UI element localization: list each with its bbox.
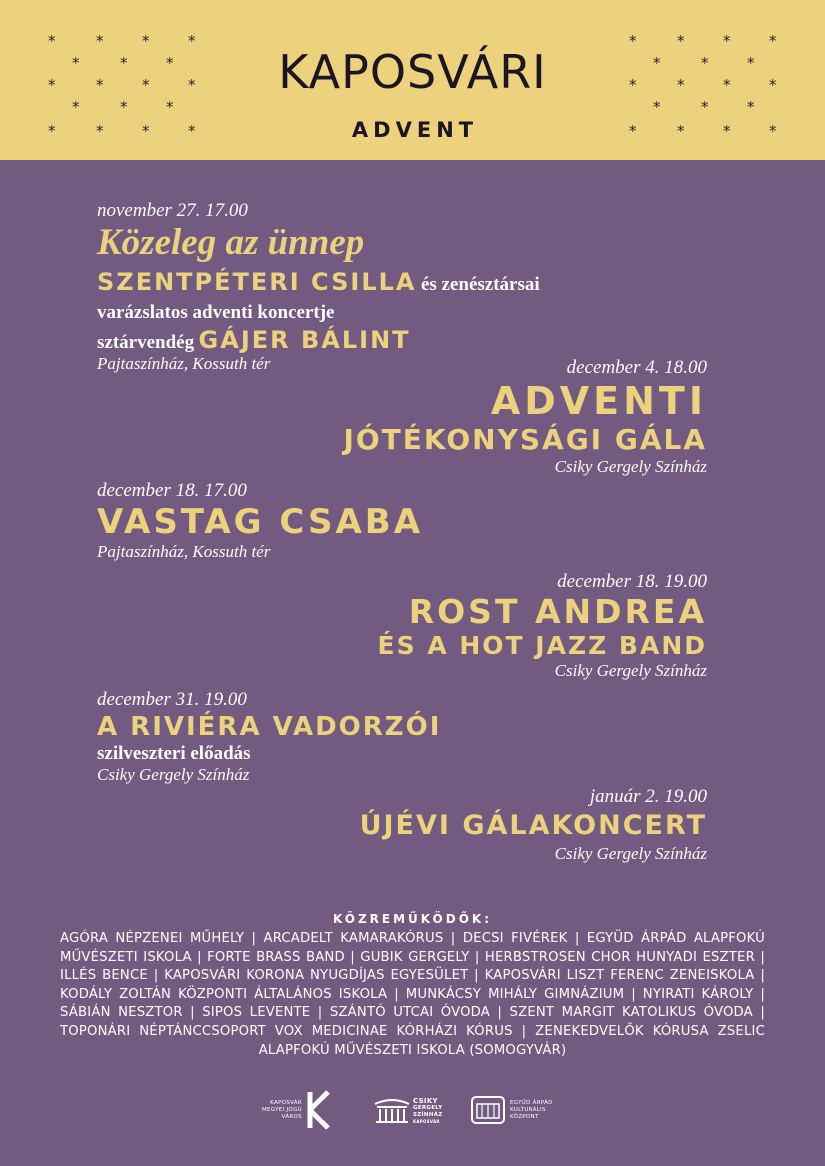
event-guest-line [97, 326, 540, 354]
event-venue: Pajtaszínház, Kossuth tér [97, 542, 271, 561]
culture-logo-line: EGYÜD ÁRPÁD [510, 1099, 553, 1106]
culture-logo-line: KULTURÁLIS [510, 1106, 546, 1113]
theatre-logo-line: SZÍNHÁZ [413, 1111, 443, 1118]
star-icon: * [48, 122, 56, 140]
star-icon: * [747, 98, 755, 116]
event-venue: Pajtaszínház, Kossuth tér [97, 354, 271, 373]
event-performer-suffix: és zenésztársai [420, 274, 540, 295]
event-performer: SZENTPÉTERI CSILLA [97, 268, 417, 296]
event-performer-line [97, 268, 540, 296]
event-adventi-gala [300, 357, 707, 477]
star-icon: * [723, 76, 731, 94]
star-icon: * [166, 98, 174, 116]
event-title: ADVENTI [490, 379, 707, 423]
event-vastag-csaba [97, 480, 423, 562]
star-icon: * [72, 98, 80, 116]
event-title: ROST ANDREA [408, 592, 707, 631]
star-icon: * [142, 32, 150, 50]
theatre-logo-line: GERGELY [413, 1104, 443, 1111]
event-kozeleg-az-unnep [97, 200, 540, 374]
contributors-heading: KÖZREMŰKÖDŐK: [332, 912, 492, 926]
contributors-list: AGÓRA NÉPZENEI MŰHELY | ARCADELT KAMARAKÓRUS | DECSI FIVÉREK | EGYÜD ÁRPÁD ALAPFOKÚ MŰVÉSZETI ISKOLA | FORTE BRASS BAND | GUBIK GERGELY | HERBSTROSEN CHOR HUNYADI ESZTER | ILLÉS BENCE | KAPOSVÁRI KORONA NYUGDÍJAS EGYESÜLET | KAPOSVÁRI LISZT FERENC ZENEISKOLA | KODÁLY ZOLTÁN KÖZPONTI ÁLTALÁNOS ISKOLA | MUNKÁCSY MIHÁLY GIMNÁZIUM | NYIRATI KÁROLY | SÁBIÁN NESZTOR | SIPOS LEVENTE | SZÁNTÓ UTCAI ÓVODA | SZENT MARGIT KATOLIKUS ÓVODA | TOPONÁRI NÉPTÁNCCSOPORT VOX MEDICINAE KÓRHÁZI KÓRUS | ZENEKEDVELŐK KÓRUSA ZSELIC ALAPFOKÚ MŰVÉSZETI ISKOLA (SOMOGYVÁR) [60, 931, 765, 1058]
star-icon: * [769, 32, 777, 50]
header-band [0, 0, 825, 160]
event-date: december 31. 19.00 [97, 689, 247, 710]
culture-logo-text [510, 1100, 553, 1121]
event-title-line2: ÉS A HOT JAZZ BAND [377, 631, 707, 660]
star-icon: * [188, 122, 196, 140]
star-icon: * [142, 122, 150, 140]
brand-title: KAPOSVÁRI [278, 45, 547, 99]
star-icon: * [120, 54, 128, 72]
egyud-building-icon [471, 1096, 505, 1124]
egyud-culture-logo [471, 1088, 553, 1132]
city-logo-line: VÁROS [281, 1113, 302, 1120]
star-icon: * [96, 76, 104, 94]
event-riviera-vadorzoi [97, 689, 441, 785]
star-icon: * [769, 122, 777, 140]
event-date: december 4. 18.00 [566, 357, 707, 378]
star-icon: * [48, 32, 56, 50]
event-description: szilveszteri előadás [97, 743, 251, 764]
city-logo-text [262, 1100, 302, 1121]
event-guest-prefix: sztárvendég [97, 332, 195, 353]
event-rost-andrea [300, 571, 707, 681]
event-venue: Csiky Gergely Színház [554, 844, 707, 863]
event-date: november 27. 17.00 [97, 200, 248, 221]
event-title-line2: JÓTÉKONYSÁGI GÁLA [343, 423, 707, 456]
star-icon: * [723, 32, 731, 50]
star-icon: * [677, 32, 685, 50]
event-ujevi-galakoncert [300, 786, 707, 864]
star-icon: * [723, 122, 731, 140]
star-icon: * [701, 98, 709, 116]
brand-subtitle: ADVENT [351, 118, 479, 142]
city-logo-line: KAPOSVÁR [270, 1099, 302, 1106]
star-icon: * [629, 122, 637, 140]
star-icon: * [96, 122, 104, 140]
event-guest: GÁJER BÁLINT [198, 326, 411, 354]
star-icon: * [769, 76, 777, 94]
theatre-logo-line: KAPOSVÁR [413, 1118, 440, 1124]
event-date: december 18. 17.00 [97, 480, 247, 501]
star-icon: * [48, 76, 56, 94]
event-title: A RIVIÉRA VADORZÓI [97, 712, 442, 742]
star-icon: * [142, 76, 150, 94]
event-venue: Csiky Gergely Színház [554, 457, 707, 476]
event-date: december 18. 19.00 [557, 571, 707, 592]
event-date: január 2. 19.00 [589, 786, 707, 807]
sponsor-logos [0, 1088, 825, 1132]
event-title: ÚJÉVI GÁLAKONCERT [359, 810, 707, 841]
kaposvar-crest-icon [306, 1090, 332, 1130]
star-icon: * [166, 54, 174, 72]
event-venue: Csiky Gergely Színház [554, 661, 707, 680]
culture-logo-line: KÖZPONT [510, 1113, 539, 1120]
event-venue: Csiky Gergely Színház [97, 765, 250, 784]
star-icon: * [677, 122, 685, 140]
star-icon: * [629, 32, 637, 50]
star-icon: * [72, 54, 80, 72]
star-icon: * [188, 32, 196, 50]
theatre-logo-line: CSIKY [413, 1096, 438, 1105]
theatre-logo-text [413, 1097, 443, 1124]
star-icon: * [701, 54, 709, 72]
star-icon: * [653, 98, 661, 116]
star-icon: * [747, 54, 755, 72]
event-title: VASTAG CSABA [97, 502, 424, 542]
star-icon: * [96, 32, 104, 50]
star-icon: * [629, 76, 637, 94]
csiky-theatre-icon [374, 1096, 410, 1124]
csiky-theatre-logo [374, 1088, 443, 1132]
star-icon: * [653, 54, 661, 72]
kaposvar-city-logo [262, 1088, 332, 1132]
star-icon: * [677, 76, 685, 94]
stars-decoration-right [623, 30, 793, 140]
city-logo-line: MEGYEI JOGÚ [262, 1106, 302, 1113]
event-title: Közeleg az ünnep [97, 222, 365, 263]
star-icon: * [120, 98, 128, 116]
star-icon: * [188, 76, 196, 94]
event-description: varázslatos adventi koncertje [97, 302, 335, 323]
